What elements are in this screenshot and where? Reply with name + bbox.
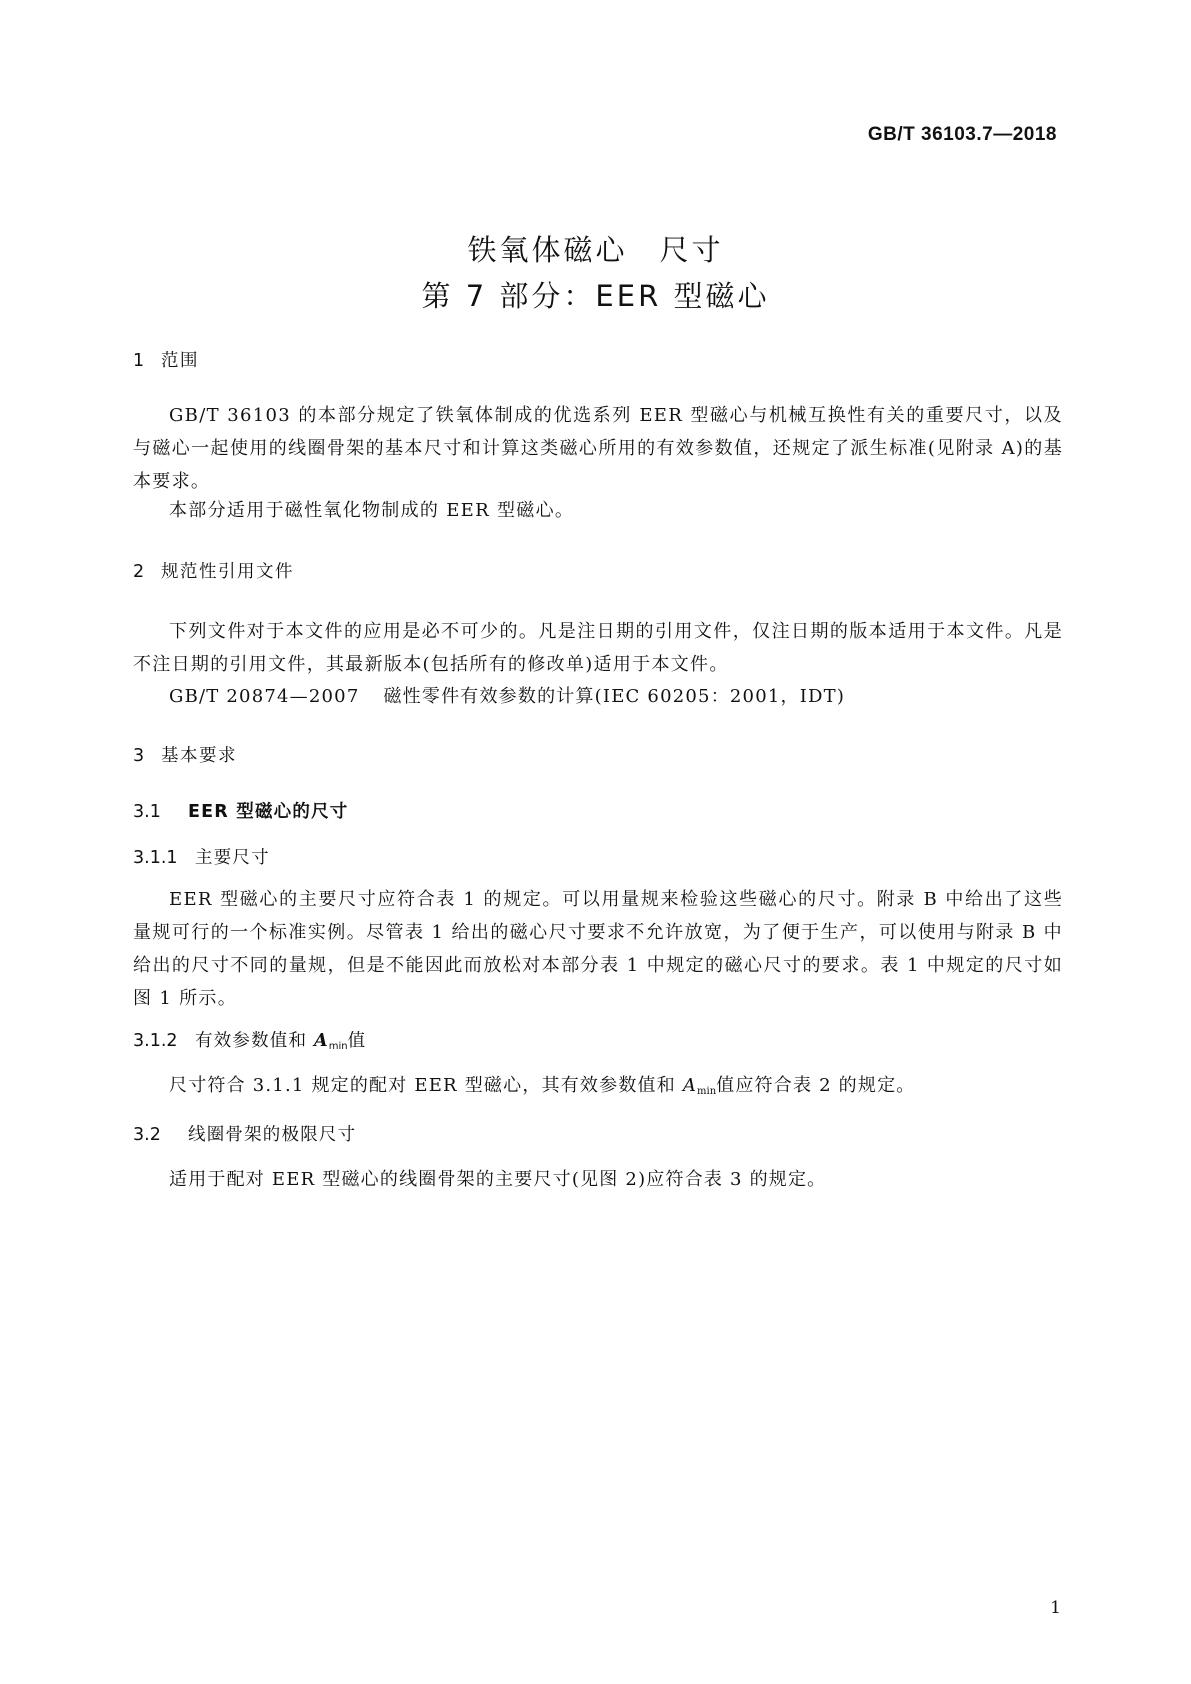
reference-title: 磁性零件有效参数的计算(IEC 60205：2001，IDT) — [383, 686, 846, 707]
document-title: 铁氧体磁心 尺寸 — [467, 233, 724, 267]
section-3-1-2-paragraph — [169, 1071, 915, 1097]
section-title: 线圈骨架的极限尺寸 — [188, 1125, 357, 1145]
section-1-paragraph-2: 本部分适用于磁性氧化物制成的 EER 型磁心。 — [169, 500, 575, 521]
section-3-heading — [133, 742, 237, 767]
section-number: 3.1 — [133, 802, 161, 822]
section-title-prefix: 有效参数值和 — [195, 1031, 314, 1051]
a-min-symbol: A — [682, 1075, 698, 1096]
standard-number: GB/T 36103.7—2018 — [867, 124, 1057, 145]
a-min-subscript: min — [697, 1086, 717, 1097]
normative-reference — [169, 682, 845, 708]
section-title-suffix: 值 — [347, 1031, 367, 1051]
section-number: 3 — [133, 746, 145, 766]
section-3-2-heading — [133, 1121, 356, 1146]
section-3-1-heading — [133, 798, 348, 823]
section-number: 3.1.1 — [133, 848, 178, 868]
section-3-1-2-heading — [133, 1027, 366, 1052]
section-number: 3.1.2 — [133, 1031, 178, 1051]
section-title: 基本要求 — [161, 746, 237, 766]
section-3-1-1-paragraph: EER 型磁心的主要尺寸应符合表 1 的规定。可以用量规来检验这些磁心的尺寸。附录 B 中给出了这些量规可行的一个标准实例。尽管表 1 给出的磁心尺寸要求不允许放宽，为了便于生产，可以使用与附录 B 中给出的尺寸不同的量规，但是不能因此而放松对本部分表 1 中规定的磁心尺寸的要求。表 1 中规定的尺寸如图 1 所示。 — [133, 889, 1063, 1009]
page-number: 1 — [1050, 1598, 1061, 1618]
section-2-heading — [133, 558, 294, 583]
a-min-symbol: A — [313, 1031, 329, 1051]
paragraph-prefix: 尺寸符合 3.1.1 规定的配对 EER 型磁心，其有效参数值和 — [169, 1075, 683, 1096]
section-title: 范围 — [161, 351, 199, 371]
section-title: EER 型磁心的尺寸 — [188, 802, 349, 822]
section-2-paragraph-1: 下列文件对于本文件的应用是必不可少的。凡是注日期的引用文件，仅注日期的版本适用于本文件。凡是不注日期的引用文件，其最新版本(包括所有的修改单)适用于本文件。 — [133, 621, 1063, 675]
a-min-subscript: min — [328, 1041, 348, 1052]
section-title: 规范性引用文件 — [161, 562, 294, 582]
paragraph-suffix: 值应符合表 2 的规定。 — [716, 1075, 916, 1096]
section-3-1-1-heading — [133, 844, 270, 869]
section-1-paragraph-1: GB/T 36103 的本部分规定了铁氧体制成的优选系列 EER 型磁心与机械互换性有关的重要尺寸，以及与磁心一起使用的线圈骨架的基本尺寸和计算这类磁心所用的有效参数值，还规定了派生标准(见附录 A)的基本要求。 — [133, 405, 1063, 492]
section-number: 3.2 — [133, 1125, 161, 1145]
section-number: 2 — [133, 562, 145, 582]
section-title: 主要尺寸 — [195, 848, 270, 868]
section-1-heading — [133, 347, 199, 372]
document-subtitle: 第 7 部分：EER 型磁心 — [421, 279, 770, 313]
section-3-2-paragraph: 适用于配对 EER 型磁心的线圈骨架的主要尺寸(见图 2)应符合表 3 的规定。 — [169, 1169, 827, 1190]
reference-id: GB/T 20874—2007 — [169, 686, 360, 707]
section-number: 1 — [133, 351, 145, 371]
